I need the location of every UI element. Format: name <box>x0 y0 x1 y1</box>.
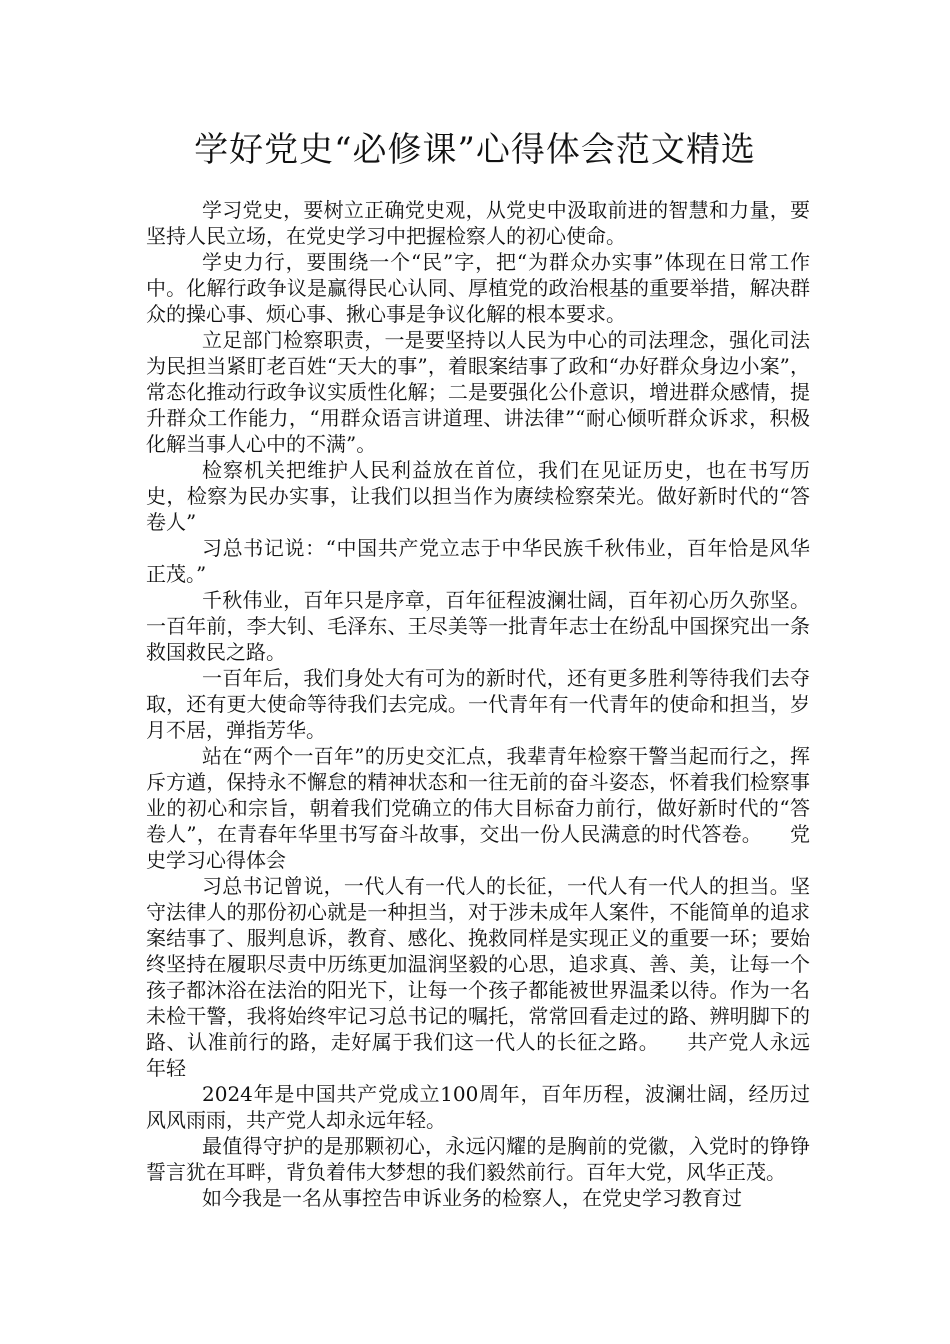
body-paragraph <box>146 1081 810 1133</box>
paragraph-text: 最值得守护的是那颗初心，永远闪耀的是胸前的党徽，入党时的铮铮誓言犹在耳畔，背负着伟大梦想的我们毅然前行。百年大党，风华正茂。 <box>146 1134 810 1184</box>
paragraph-text: 习总书记说：“中国共产党立志于中华民族千秋伟业，百年恰是风华正茂。” <box>146 536 810 586</box>
section-heading: 党史学习心得体会 <box>146 822 810 872</box>
document-title: 学好党史“必修课”心得体会范文精选 <box>194 130 756 170</box>
paragraph-text: 立足部门检察职责，一是要坚持以人民为中心的司法理念，强化司法为民担当紧盯老百姓“天大的事”，着眼案结事了政和“办好群众身边小案”，常态化推动行政争议实质性化解；二是要强化公仆意识，增进群众感情，提升群众工作能力，“用群众语言讲道理、讲法律”“耐心倾听群众诉求，积极化解当事人心中的不满”。 <box>146 328 810 456</box>
body-paragraph <box>146 249 810 327</box>
paragraph-text: 学史力行，要围绕一个“民”字，把“为群众办实事”体现在日常工作中。化解行政争议是赢得民心认同、厚植党的政治根基的重要举措，解决群众的操心事、烦心事、揪心事是争议化解的根本要求。 <box>146 250 810 326</box>
body-paragraph <box>146 665 810 743</box>
paragraph-text: 学习党史，要树立正确党史观，从党史中汲取前进的智慧和力量，要坚持人民立场，在党史学习中把握检察人的初心使命。 <box>146 198 810 248</box>
body-paragraph <box>146 873 810 1081</box>
paragraph-text: 一百年后，我们身处大有可为的新时代，还有更多胜利等待我们去夺取，还有更大使命等待我们去完成。一代青年有一代青年的使命和担当，岁月不居，弹指芳华。 <box>146 666 810 742</box>
body-paragraph <box>146 327 810 457</box>
body-paragraph <box>146 535 810 587</box>
body-paragraph <box>146 197 810 249</box>
paragraph-text: 千秋伟业，百年只是序章，百年征程波澜壮阔，百年初心历久弥坚。一百年前，李大钊、毛泽东、王尽美等一批青年志士在纷乱中国探究出一条救国救民之路。 <box>146 588 810 664</box>
paragraph-text: 检察机关把维护人民利益放在首位，我们在见证历史，也在书写历史，检察为民办实事，让我们以担当作为赓续检察荣光。做好新时代的“答卷人” <box>146 458 810 534</box>
body-paragraph <box>146 1133 810 1185</box>
body-paragraph <box>146 457 810 535</box>
section-heading: 共产党人永远年轻 <box>146 1030 811 1080</box>
body-paragraph <box>146 1185 810 1211</box>
paragraph-text: 如今我是一名从事控告申诉业务的检察人，在党史学习教育过 <box>202 1186 742 1210</box>
paragraph-text: 习总书记曾说，一代人有一代人的长征，一代人有一代人的担当。坚守法律人的那份初心就是一种担当，对于涉未成年人案件，不能简单的追求案结事了、服判息诉，教育、感化、挽救同样是实现正义的重要一环；要始终坚持在履职尽责中历练更加温润坚毅的心思，追求真、善、美，让每一个孩子都沐浴在法治的阳光下，让每一个孩子都能被世界温柔以待。作为一名未检干警，我将始终牢记习总书记的嘱托，常常回看走过的路、辨明脚下的路、认准前行的路，走好属于我们这一代人的长征之路。 <box>146 874 810 1054</box>
paragraph-text: 2024年是中国共产党成立100周年，百年历程，波澜壮阔，经历过风风雨雨，共产党人却永远年轻。 <box>146 1082 810 1132</box>
paragraph-text: 站在“两个一百年”的历史交汇点，我辈青年检察干警当起而行之，挥斥方遒，保持永不懈怠的精神状态和一往无前的奋斗姿态，怀着我们检察事业的初心和宗旨，朝着我们党确立的伟大目标奋力前行，做好新时代的“答卷人”，在青春年华里书写奋斗故事，交出一份人民满意的时代答卷。 <box>146 744 810 846</box>
document-body <box>146 197 810 1211</box>
body-paragraph <box>146 743 810 873</box>
body-paragraph <box>146 587 810 665</box>
